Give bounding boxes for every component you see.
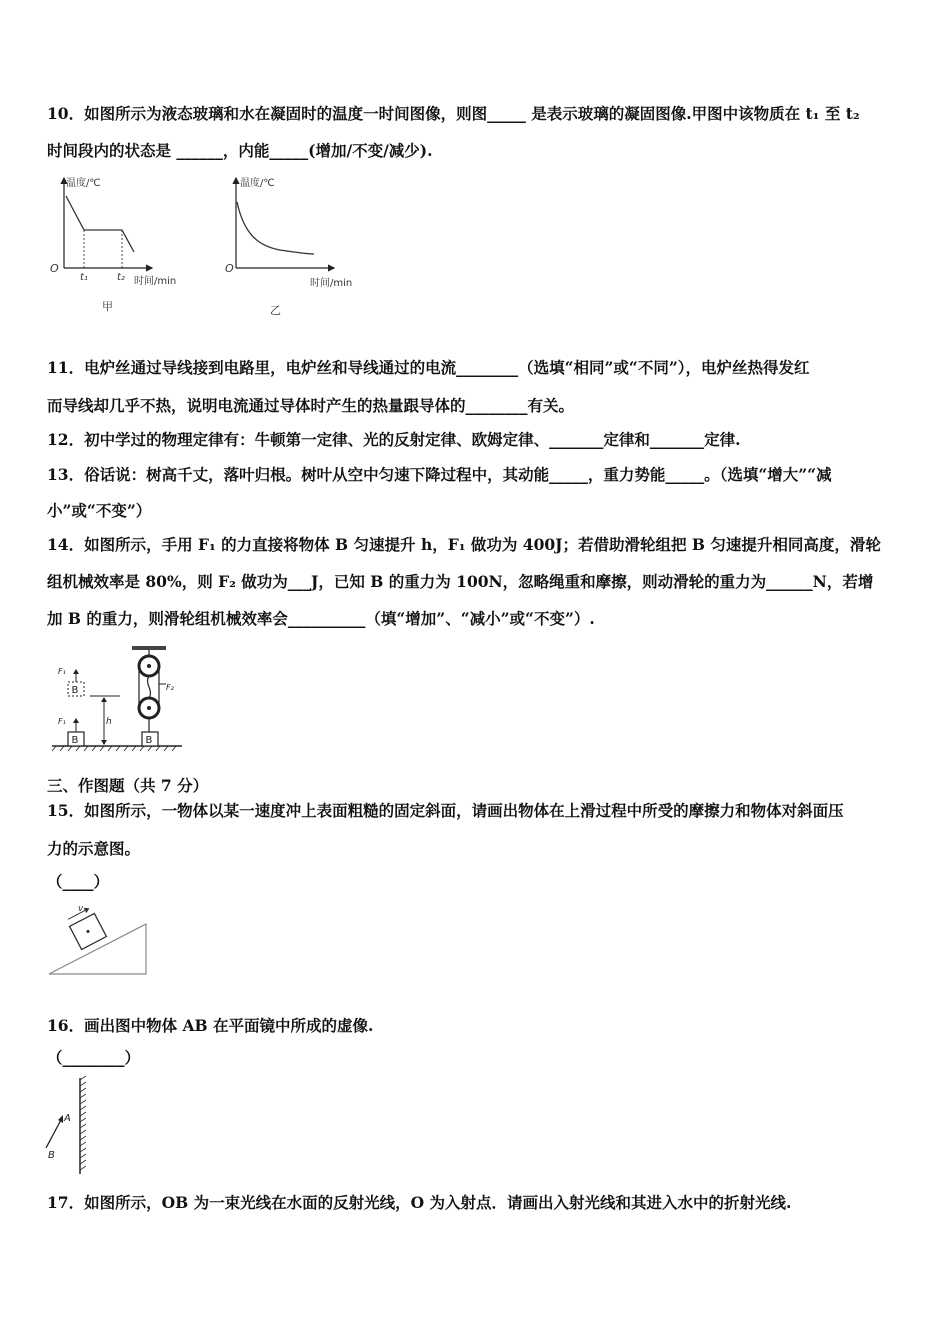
origin: O (50, 262, 59, 275)
incline-figure (46, 898, 151, 978)
f2-label: F₂ (166, 683, 174, 692)
origin: O (225, 262, 234, 275)
h-label: h (106, 717, 112, 727)
block-label: B (71, 735, 79, 746)
t1-label: t₁ (80, 272, 88, 283)
f1-label-lower: F₁ (58, 717, 66, 726)
q16-line1: 16．画出图中物体 AB 在平面镜中所成的虚像. (47, 1016, 374, 1035)
object-ab (46, 1118, 62, 1148)
t2-label: t₂ (117, 272, 125, 283)
graph-yi (222, 172, 372, 317)
velocity-label: v (78, 904, 84, 914)
q11-line2: 而导线却几乎不热，说明电流通过导体时产生的热量跟导体的________有关。 (47, 396, 575, 415)
ylabel: 温度/℃ (66, 178, 101, 189)
q12-line1: 12．初中学过的物理定律有：牛顿第一定律、光的反射定律、欧姆定律、_______定律和_______定律. (47, 430, 741, 449)
q16-answer-blank: （________） (47, 1048, 141, 1067)
rope-middle (148, 676, 151, 698)
pulley-figure (50, 644, 185, 752)
label-b: B (48, 1150, 55, 1161)
q14-line2: 组机械效率是 80%，则 F₂ 做功为___J，已知 B 的重力为 100N，忽略绳重和摩擦，则动滑轮的重力为______N，若增 (47, 572, 874, 591)
block-label: B (71, 685, 79, 696)
q15-line2: 力的示意图。 (47, 839, 141, 858)
q14-line1: 14．如图所示，手用 F₁ 的力直接将物体 B 匀速提升 h，F₁ 做功为 400J；若借助滑轮组把 B 匀速提升相同高度，滑轮 (47, 535, 881, 554)
cooling-curve-jia (66, 196, 134, 252)
q11-line1: 11．电炉丝通过导线接到电路里，电炉丝和导线通过的电流________（选填“相同”或“不同”），电炉丝热得发红 (47, 358, 810, 377)
mirror-figure (40, 1076, 100, 1176)
section-3-title: 三、作图题（共 7 分） (47, 776, 209, 795)
label-a: A (64, 1113, 71, 1124)
q10-line1: 10．如图所示为液态玻璃和水在凝固时的温度一时间图像，则图_____ 是表示玻璃的凝固图像.甲图中该物质在 t₁ 至 t₂ (47, 104, 860, 123)
xlabel: 时间/min (310, 278, 353, 289)
graph-jia (44, 172, 204, 317)
q15-line1: 15．如图所示，一物体以某一速度冲上表面粗糙的固定斜面，请画出物体在上滑过程中所受的摩擦力和物体对斜面压 (47, 801, 844, 820)
ceiling (132, 646, 166, 650)
cooling-curve-yi (237, 202, 314, 254)
ylabel: 温度/℃ (240, 178, 275, 189)
q13-line1: 13．俗话说：树高千丈，落叶归根。树叶从空中匀速下降过程中，其动能_____，重力势能_____。（选填“增大”“减 (47, 465, 832, 484)
q13-line2: 小”或“不变”） (47, 501, 152, 520)
xlabel: 时间/min (134, 276, 177, 287)
caption-yi: 乙 (270, 304, 281, 317)
q10-line2: 时间段内的状态是 ______，内能_____(增加/不变/减少). (47, 141, 433, 160)
q17-line1: 17．如图所示，OB 为一束光线在水面的反射光线，O 为入射点．请画出入射光线和其进入水中的折射光线. (47, 1193, 792, 1212)
f1-label-upper: F₁ (58, 667, 66, 676)
caption-jia: 甲 (102, 300, 113, 313)
q14-line3: 加 B 的重力，则滑轮组机械效率会__________（填“增加”、“减小”或“不变”）. (47, 609, 595, 628)
q15-answer-blank: （____） (47, 872, 110, 891)
block-label: B (145, 735, 153, 746)
